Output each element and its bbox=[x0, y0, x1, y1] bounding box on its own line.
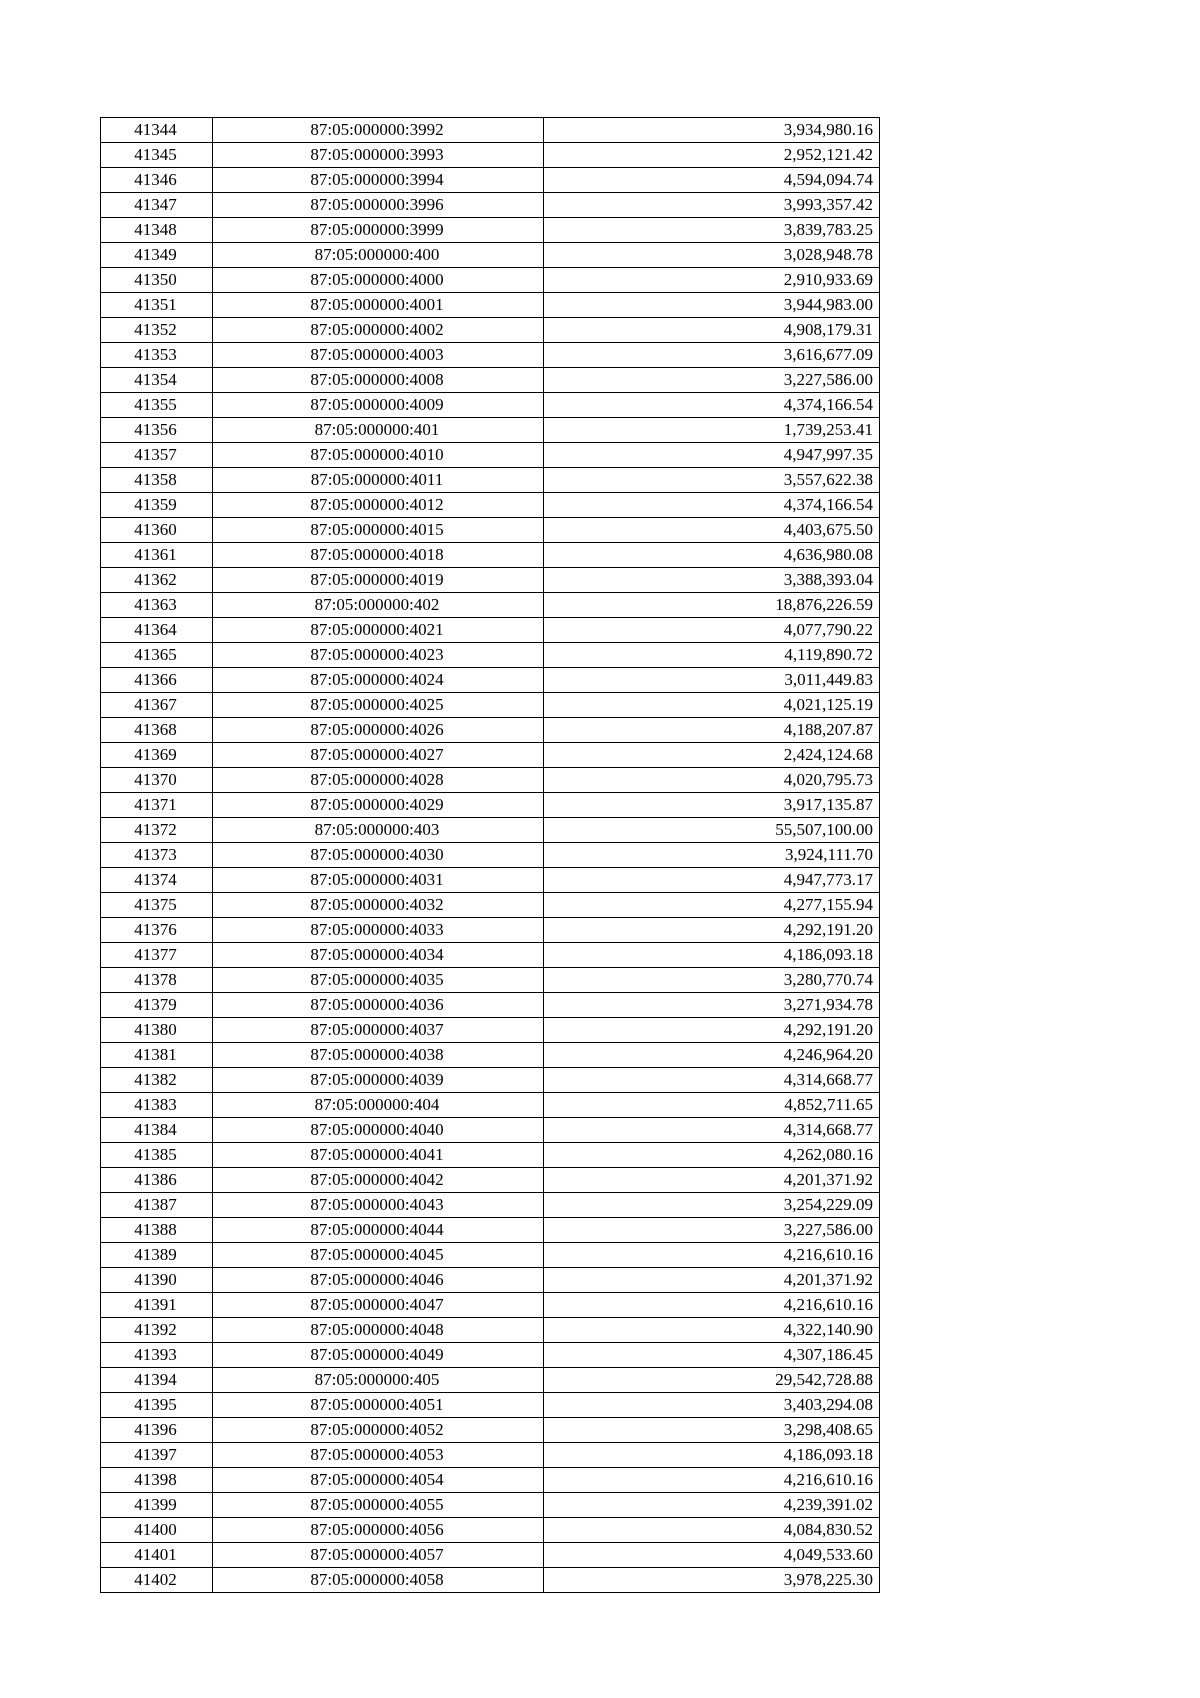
value-cell: 4,186,093.18 bbox=[544, 1443, 880, 1468]
value-cell: 18,876,226.59 bbox=[544, 593, 880, 618]
table-row bbox=[101, 993, 880, 1018]
value-cell: 3,028,948.78 bbox=[544, 243, 880, 268]
cadastral-number-cell: 87:05:000000:402 bbox=[213, 593, 544, 618]
table-row bbox=[101, 1193, 880, 1218]
value-cell: 2,952,121.42 bbox=[544, 143, 880, 168]
value-cell: 4,292,191.20 bbox=[544, 918, 880, 943]
row-number-cell: 41373 bbox=[101, 843, 213, 868]
cadastral-number-cell: 87:05:000000:4054 bbox=[213, 1468, 544, 1493]
table-row bbox=[101, 1368, 880, 1393]
row-number-cell: 41375 bbox=[101, 893, 213, 918]
table-row bbox=[101, 743, 880, 768]
cadastral-number-cell: 87:05:000000:3994 bbox=[213, 168, 544, 193]
row-number-cell: 41394 bbox=[101, 1368, 213, 1393]
cadastral-number-cell: 87:05:000000:3996 bbox=[213, 193, 544, 218]
row-number-cell: 41344 bbox=[101, 118, 213, 143]
table-row bbox=[101, 343, 880, 368]
row-number-cell: 41382 bbox=[101, 1068, 213, 1093]
table-row bbox=[101, 943, 880, 968]
value-cell: 4,594,094.74 bbox=[544, 168, 880, 193]
value-cell: 4,262,080.16 bbox=[544, 1143, 880, 1168]
cadastral-number-cell: 87:05:000000:4037 bbox=[213, 1018, 544, 1043]
cadastral-number-cell: 87:05:000000:4053 bbox=[213, 1443, 544, 1468]
row-number-cell: 41389 bbox=[101, 1243, 213, 1268]
row-number-cell: 41378 bbox=[101, 968, 213, 993]
value-cell: 4,852,711.65 bbox=[544, 1093, 880, 1118]
table-row bbox=[101, 293, 880, 318]
value-cell: 3,280,770.74 bbox=[544, 968, 880, 993]
cadastral-number-cell: 87:05:000000:4000 bbox=[213, 268, 544, 293]
row-number-cell: 41366 bbox=[101, 668, 213, 693]
cadastral-number-cell: 87:05:000000:404 bbox=[213, 1093, 544, 1118]
row-number-cell: 41350 bbox=[101, 268, 213, 293]
cadastral-number-cell: 87:05:000000:4024 bbox=[213, 668, 544, 693]
row-number-cell: 41367 bbox=[101, 693, 213, 718]
cadastral-number-cell: 87:05:000000:4031 bbox=[213, 868, 544, 893]
row-number-cell: 41347 bbox=[101, 193, 213, 218]
table-row bbox=[101, 218, 880, 243]
value-cell: 4,307,186.45 bbox=[544, 1343, 880, 1368]
cadastral-number-cell: 87:05:000000:4043 bbox=[213, 1193, 544, 1218]
value-cell: 4,908,179.31 bbox=[544, 318, 880, 343]
cadastral-number-cell: 87:05:000000:4040 bbox=[213, 1118, 544, 1143]
value-cell: 4,314,668.77 bbox=[544, 1118, 880, 1143]
row-number-cell: 41369 bbox=[101, 743, 213, 768]
row-number-cell: 41362 bbox=[101, 568, 213, 593]
row-number-cell: 41348 bbox=[101, 218, 213, 243]
table-row bbox=[101, 1218, 880, 1243]
cadastral-number-cell: 87:05:000000:4038 bbox=[213, 1043, 544, 1068]
row-number-cell: 41398 bbox=[101, 1468, 213, 1493]
row-number-cell: 41391 bbox=[101, 1293, 213, 1318]
table-row bbox=[101, 768, 880, 793]
row-number-cell: 41384 bbox=[101, 1118, 213, 1143]
cadastral-number-cell: 87:05:000000:3993 bbox=[213, 143, 544, 168]
value-cell: 4,049,533.60 bbox=[544, 1543, 880, 1568]
table-row bbox=[101, 1043, 880, 1068]
table-row bbox=[101, 1143, 880, 1168]
table-row bbox=[101, 1293, 880, 1318]
row-number-cell: 41349 bbox=[101, 243, 213, 268]
value-cell: 4,084,830.52 bbox=[544, 1518, 880, 1543]
row-number-cell: 41346 bbox=[101, 168, 213, 193]
table-row bbox=[101, 443, 880, 468]
value-cell: 3,254,229.09 bbox=[544, 1193, 880, 1218]
cadastral-number-cell: 87:05:000000:4041 bbox=[213, 1143, 544, 1168]
table-row bbox=[101, 968, 880, 993]
value-cell: 1,739,253.41 bbox=[544, 418, 880, 443]
row-number-cell: 41379 bbox=[101, 993, 213, 1018]
row-number-cell: 41370 bbox=[101, 768, 213, 793]
cadastral-number-cell: 87:05:000000:4010 bbox=[213, 443, 544, 468]
row-number-cell: 41381 bbox=[101, 1043, 213, 1068]
cadastral-number-cell: 87:05:000000:4056 bbox=[213, 1518, 544, 1543]
cadastral-number-cell: 87:05:000000:4046 bbox=[213, 1268, 544, 1293]
row-number-cell: 41385 bbox=[101, 1143, 213, 1168]
value-cell: 4,277,155.94 bbox=[544, 893, 880, 918]
cadastral-number-cell: 87:05:000000:4042 bbox=[213, 1168, 544, 1193]
row-number-cell: 41395 bbox=[101, 1393, 213, 1418]
cadastral-number-cell: 87:05:000000:4051 bbox=[213, 1393, 544, 1418]
cadastral-number-cell: 87:05:000000:4055 bbox=[213, 1493, 544, 1518]
table-row bbox=[101, 1068, 880, 1093]
cadastral-number-cell: 87:05:000000:4035 bbox=[213, 968, 544, 993]
value-cell: 4,201,371.92 bbox=[544, 1168, 880, 1193]
table-row bbox=[101, 468, 880, 493]
row-number-cell: 41380 bbox=[101, 1018, 213, 1043]
row-number-cell: 41396 bbox=[101, 1418, 213, 1443]
value-cell: 29,542,728.88 bbox=[544, 1368, 880, 1393]
row-number-cell: 41352 bbox=[101, 318, 213, 343]
value-cell: 3,298,408.65 bbox=[544, 1418, 880, 1443]
row-number-cell: 41365 bbox=[101, 643, 213, 668]
row-number-cell: 41392 bbox=[101, 1318, 213, 1343]
table-row bbox=[101, 868, 880, 893]
row-number-cell: 41354 bbox=[101, 368, 213, 393]
table-row bbox=[101, 568, 880, 593]
table-row bbox=[101, 1393, 880, 1418]
cadastral-number-cell: 87:05:000000:4032 bbox=[213, 893, 544, 918]
cadastral-number-cell: 87:05:000000:4001 bbox=[213, 293, 544, 318]
cadastral-number-cell: 87:05:000000:4012 bbox=[213, 493, 544, 518]
row-number-cell: 41368 bbox=[101, 718, 213, 743]
value-cell: 3,839,783.25 bbox=[544, 218, 880, 243]
value-cell: 3,917,135.87 bbox=[544, 793, 880, 818]
cadastral-number-cell: 87:05:000000:4011 bbox=[213, 468, 544, 493]
table-row bbox=[101, 1093, 880, 1118]
table-row bbox=[101, 618, 880, 643]
table-row bbox=[101, 118, 880, 143]
value-cell: 4,119,890.72 bbox=[544, 643, 880, 668]
value-cell: 4,374,166.54 bbox=[544, 393, 880, 418]
row-number-cell: 41393 bbox=[101, 1343, 213, 1368]
row-number-cell: 41357 bbox=[101, 443, 213, 468]
value-cell: 2,424,124.68 bbox=[544, 743, 880, 768]
row-number-cell: 41402 bbox=[101, 1568, 213, 1593]
table-row bbox=[101, 493, 880, 518]
value-cell: 4,186,093.18 bbox=[544, 943, 880, 968]
row-number-cell: 41361 bbox=[101, 543, 213, 568]
value-cell: 4,947,997.35 bbox=[544, 443, 880, 468]
value-cell: 55,507,100.00 bbox=[544, 818, 880, 843]
cadastral-number-cell: 87:05:000000:4028 bbox=[213, 768, 544, 793]
table-row bbox=[101, 693, 880, 718]
cadastral-number-cell: 87:05:000000:4033 bbox=[213, 918, 544, 943]
cadastral-number-cell: 87:05:000000:4030 bbox=[213, 843, 544, 868]
row-number-cell: 41356 bbox=[101, 418, 213, 443]
cadastral-number-cell: 87:05:000000:4045 bbox=[213, 1243, 544, 1268]
cadastral-number-cell: 87:05:000000:4049 bbox=[213, 1343, 544, 1368]
table-row bbox=[101, 1318, 880, 1343]
cadastral-number-cell: 87:05:000000:4025 bbox=[213, 693, 544, 718]
cadastral-number-cell: 87:05:000000:4018 bbox=[213, 543, 544, 568]
value-cell: 4,403,675.50 bbox=[544, 518, 880, 543]
table-row bbox=[101, 593, 880, 618]
cadastral-number-cell: 87:05:000000:4019 bbox=[213, 568, 544, 593]
row-number-cell: 41363 bbox=[101, 593, 213, 618]
row-number-cell: 41355 bbox=[101, 393, 213, 418]
value-cell: 3,993,357.42 bbox=[544, 193, 880, 218]
table-row bbox=[101, 1543, 880, 1568]
table-row bbox=[101, 543, 880, 568]
data-table bbox=[100, 117, 880, 1593]
cadastral-number-cell: 87:05:000000:4021 bbox=[213, 618, 544, 643]
row-number-cell: 41371 bbox=[101, 793, 213, 818]
table-row bbox=[101, 368, 880, 393]
value-cell: 4,020,795.73 bbox=[544, 768, 880, 793]
cadastral-number-cell: 87:05:000000:401 bbox=[213, 418, 544, 443]
table-row bbox=[101, 1468, 880, 1493]
value-cell: 3,557,622.38 bbox=[544, 468, 880, 493]
value-cell: 4,077,790.22 bbox=[544, 618, 880, 643]
value-cell: 2,910,933.69 bbox=[544, 268, 880, 293]
table-row bbox=[101, 168, 880, 193]
value-cell: 3,271,934.78 bbox=[544, 993, 880, 1018]
cadastral-number-cell: 87:05:000000:4048 bbox=[213, 1318, 544, 1343]
table-body bbox=[101, 118, 880, 1593]
table-row bbox=[101, 843, 880, 868]
table-row bbox=[101, 393, 880, 418]
table-row bbox=[101, 1243, 880, 1268]
row-number-cell: 41377 bbox=[101, 943, 213, 968]
table-row bbox=[101, 193, 880, 218]
row-number-cell: 41383 bbox=[101, 1093, 213, 1118]
table-row bbox=[101, 668, 880, 693]
value-cell: 4,201,371.92 bbox=[544, 1268, 880, 1293]
cadastral-number-cell: 87:05:000000:403 bbox=[213, 818, 544, 843]
cadastral-number-cell: 87:05:000000:4002 bbox=[213, 318, 544, 343]
cadastral-number-cell: 87:05:000000:3992 bbox=[213, 118, 544, 143]
table-row bbox=[101, 268, 880, 293]
value-cell: 4,947,773.17 bbox=[544, 868, 880, 893]
table-row bbox=[101, 1443, 880, 1468]
cadastral-number-cell: 87:05:000000:4008 bbox=[213, 368, 544, 393]
cadastral-number-cell: 87:05:000000:4015 bbox=[213, 518, 544, 543]
cadastral-number-cell: 87:05:000000:3999 bbox=[213, 218, 544, 243]
row-number-cell: 41397 bbox=[101, 1443, 213, 1468]
value-cell: 4,322,140.90 bbox=[544, 1318, 880, 1343]
value-cell: 4,188,207.87 bbox=[544, 718, 880, 743]
value-cell: 3,388,393.04 bbox=[544, 568, 880, 593]
value-cell: 3,403,294.08 bbox=[544, 1393, 880, 1418]
value-cell: 3,227,586.00 bbox=[544, 1218, 880, 1243]
table-row bbox=[101, 643, 880, 668]
value-cell: 4,021,125.19 bbox=[544, 693, 880, 718]
value-cell: 3,924,111.70 bbox=[544, 843, 880, 868]
row-number-cell: 41399 bbox=[101, 1493, 213, 1518]
row-number-cell: 41358 bbox=[101, 468, 213, 493]
value-cell: 3,011,449.83 bbox=[544, 668, 880, 693]
cadastral-number-cell: 87:05:000000:4058 bbox=[213, 1568, 544, 1593]
table-row bbox=[101, 793, 880, 818]
value-cell: 4,314,668.77 bbox=[544, 1068, 880, 1093]
table-row bbox=[101, 143, 880, 168]
row-number-cell: 41400 bbox=[101, 1518, 213, 1543]
value-cell: 3,616,677.09 bbox=[544, 343, 880, 368]
row-number-cell: 41372 bbox=[101, 818, 213, 843]
row-number-cell: 41345 bbox=[101, 143, 213, 168]
value-cell: 3,978,225.30 bbox=[544, 1568, 880, 1593]
table-row bbox=[101, 1493, 880, 1518]
table-row bbox=[101, 318, 880, 343]
row-number-cell: 41359 bbox=[101, 493, 213, 518]
cadastral-number-cell: 87:05:000000:4009 bbox=[213, 393, 544, 418]
cadastral-number-cell: 87:05:000000:4034 bbox=[213, 943, 544, 968]
row-number-cell: 41376 bbox=[101, 918, 213, 943]
cadastral-number-cell: 87:05:000000:4027 bbox=[213, 743, 544, 768]
value-cell: 3,227,586.00 bbox=[544, 368, 880, 393]
table-row bbox=[101, 1518, 880, 1543]
table-row bbox=[101, 418, 880, 443]
table-row bbox=[101, 1343, 880, 1368]
value-cell: 3,934,980.16 bbox=[544, 118, 880, 143]
row-number-cell: 41390 bbox=[101, 1268, 213, 1293]
row-number-cell: 41351 bbox=[101, 293, 213, 318]
table-row bbox=[101, 1418, 880, 1443]
table-row bbox=[101, 518, 880, 543]
table-row bbox=[101, 818, 880, 843]
cadastral-number-cell: 87:05:000000:4057 bbox=[213, 1543, 544, 1568]
table-row bbox=[101, 1268, 880, 1293]
value-cell: 4,636,980.08 bbox=[544, 543, 880, 568]
value-cell: 3,944,983.00 bbox=[544, 293, 880, 318]
table-row bbox=[101, 243, 880, 268]
table-row bbox=[101, 1118, 880, 1143]
row-number-cell: 41401 bbox=[101, 1543, 213, 1568]
cadastral-number-cell: 87:05:000000:4047 bbox=[213, 1293, 544, 1318]
table-row bbox=[101, 1168, 880, 1193]
cadastral-number-cell: 87:05:000000:4003 bbox=[213, 343, 544, 368]
value-cell: 4,374,166.54 bbox=[544, 493, 880, 518]
row-number-cell: 41388 bbox=[101, 1218, 213, 1243]
value-cell: 4,216,610.16 bbox=[544, 1468, 880, 1493]
value-cell: 4,292,191.20 bbox=[544, 1018, 880, 1043]
row-number-cell: 41360 bbox=[101, 518, 213, 543]
table-row bbox=[101, 1018, 880, 1043]
table-row bbox=[101, 893, 880, 918]
table-row bbox=[101, 918, 880, 943]
cadastral-number-cell: 87:05:000000:405 bbox=[213, 1368, 544, 1393]
cadastral-number-cell: 87:05:000000:4039 bbox=[213, 1068, 544, 1093]
row-number-cell: 41386 bbox=[101, 1168, 213, 1193]
cadastral-number-cell: 87:05:000000:4036 bbox=[213, 993, 544, 1018]
table-row bbox=[101, 718, 880, 743]
row-number-cell: 41353 bbox=[101, 343, 213, 368]
row-number-cell: 41364 bbox=[101, 618, 213, 643]
value-cell: 4,246,964.20 bbox=[544, 1043, 880, 1068]
value-cell: 4,216,610.16 bbox=[544, 1293, 880, 1318]
cadastral-number-cell: 87:05:000000:4044 bbox=[213, 1218, 544, 1243]
cadastral-number-cell: 87:05:000000:4052 bbox=[213, 1418, 544, 1443]
value-cell: 4,216,610.16 bbox=[544, 1243, 880, 1268]
cadastral-number-cell: 87:05:000000:4029 bbox=[213, 793, 544, 818]
row-number-cell: 41387 bbox=[101, 1193, 213, 1218]
cadastral-number-cell: 87:05:000000:4026 bbox=[213, 718, 544, 743]
cadastral-number-cell: 87:05:000000:4023 bbox=[213, 643, 544, 668]
row-number-cell: 41374 bbox=[101, 868, 213, 893]
value-cell: 4,239,391.02 bbox=[544, 1493, 880, 1518]
cadastral-number-cell: 87:05:000000:400 bbox=[213, 243, 544, 268]
table-row bbox=[101, 1568, 880, 1593]
